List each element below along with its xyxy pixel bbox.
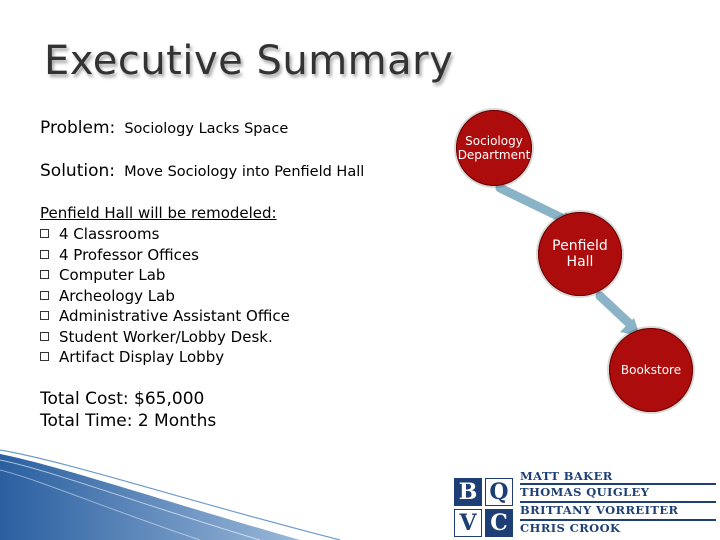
- problem-value: Sociology Lacks Space: [124, 121, 289, 137]
- list-item: Artifact Display Lobby: [40, 347, 290, 368]
- logo-letter-v: V: [454, 509, 482, 537]
- flow-arrow-1: [500, 188, 566, 220]
- remodel-heading: Penfield Hall will be remodeled:: [40, 204, 277, 222]
- list-item: Administrative Assistant Office: [40, 306, 290, 327]
- logo-name-3: BRITTANY VORREITER: [520, 503, 679, 517]
- solution-label: Solution:: [40, 161, 115, 181]
- logo-letter-q: Q: [485, 478, 513, 506]
- list-item: 4 Professor Offices: [40, 245, 290, 266]
- logo-name-2: THOMAS QUIGLEY: [520, 485, 650, 499]
- list-item: Archeology Lab: [40, 286, 290, 307]
- problem-label: Problem:: [40, 118, 116, 138]
- flow-step-penfield-hall: Penfield Hall: [538, 212, 622, 296]
- list-item: 4 Classrooms: [40, 224, 290, 245]
- flow-step-bookstore: Bookstore: [609, 328, 693, 412]
- solution-value: Move Sociology into Penfield Hall: [124, 164, 365, 180]
- list-item: Student Worker/Lobby Desk.: [40, 327, 290, 348]
- flow-step-sociology-department: Sociology Department: [456, 110, 532, 186]
- flow-arrow-2: [600, 296, 632, 326]
- logo-letter-c: C: [485, 509, 513, 537]
- page-title: Executive Summary: [44, 38, 454, 84]
- list-item: Computer Lab: [40, 265, 290, 286]
- logo-name-1: MATT BAKER: [520, 469, 613, 483]
- logo-letter-b: B: [454, 478, 482, 506]
- total-time: Total Time: 2 Months: [40, 411, 217, 431]
- total-cost: Total Cost: $65,000: [40, 389, 205, 409]
- logo-name-4: CHRIS CROOK: [520, 521, 621, 535]
- company-logo: [454, 469, 720, 540]
